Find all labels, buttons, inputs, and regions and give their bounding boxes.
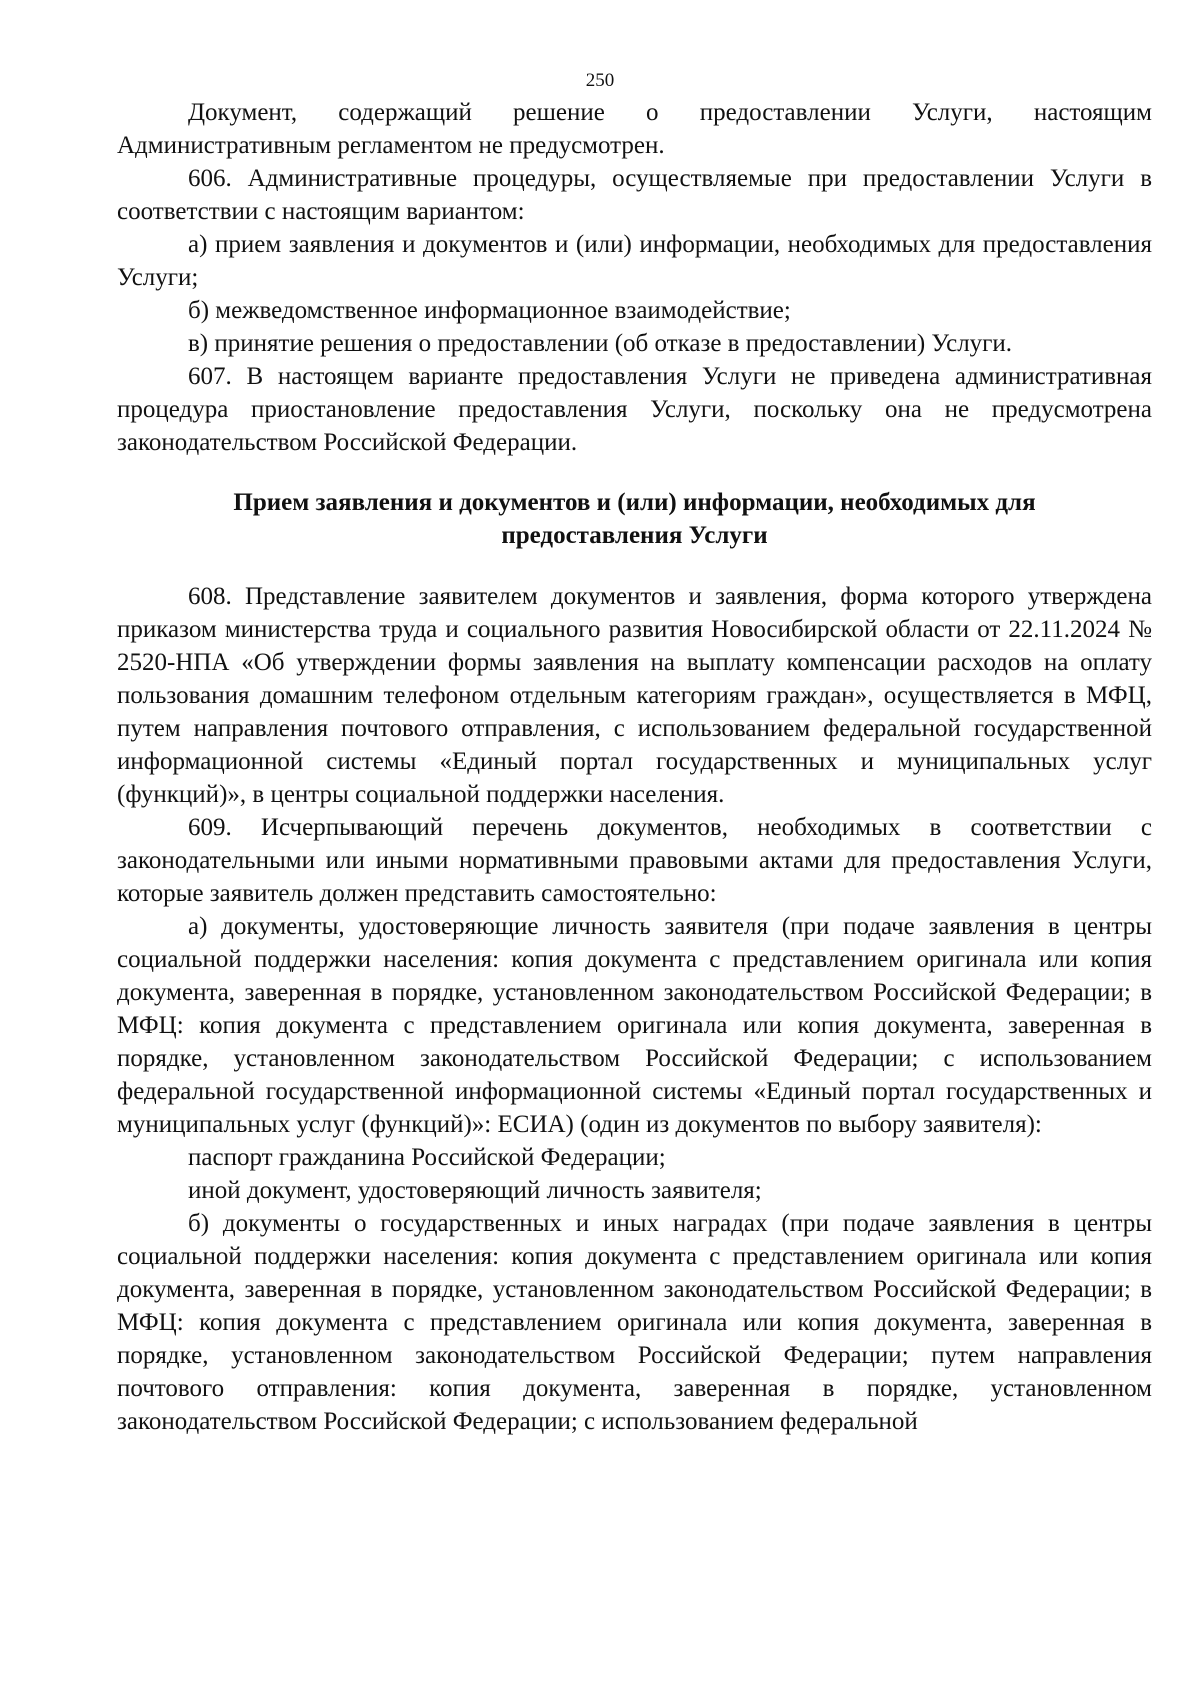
paragraph-607: 607. В настоящем варианте предоставления Услуги не приведена административная процедура приостановление предоставления Услуги, поскольку она не предусмотрена законодательством Российской Федерации. — [117, 363, 1152, 456]
paragraph-608: 608. Представление заявителем документов и заявления, форма которого утверждена приказом министерства труда и социального развития Новосибирской области от 22.11.2024 № 2520-НПА «Об утверждении формы заявления на выплату компенсации расходов на оплату пользования домашним телефоном отдельным категориям граждан», осуществляется в МФЦ, путем направления почтового отправления, с использованием федеральной государственной информационной системы «Единый портал государственных и муниципальных услуг (функций)», в центры социальной поддержки населения. — [117, 583, 1152, 808]
list-item-other-id: иной документ, удостоверяющий личность заявителя; — [188, 1177, 762, 1204]
document-body — [117, 96, 1152, 1438]
paragraph-606: 606. Административные процедуры, осуществляемые при предоставлении Услуги в соответствии с настоящим вариантом: — [117, 165, 1152, 225]
paragraph-606-b: б) межведомственное информационное взаимодействие; — [188, 297, 791, 324]
paragraph-609-a: а) документы, удостоверяющие личность заявителя (при подаче заявления в центры социальной поддержки населения: копия документа с представлением оригинала или копия документа, заверенная в порядке, установленном законодательством Российской Федерации; в МФЦ: копия документа с представлением оригинала или копия документа, заверенная в порядке, установленном законодательством Российской Федерации; с использованием федеральной государственной информационной системы «Единый портал государственных и муниципальных услуг (функций)»: ЕСИА) (один из документов по выбору заявителя): — [117, 913, 1152, 1138]
paragraph-609-b: б) документы о государственных и иных наградах (при подаче заявления в центры социальной поддержки населения: копия документа с представлением оригинала или копия документа, заверенная в порядке, установленном законодательством Российской Федерации; в МФЦ: копия документа с представлением оригинала или копия документа, заверенная в порядке, установленном законодательством Российской Федерации; путем направления почтового отправления: копия документа, заверенная в порядке, установленном законодательством Российской Федерации; с использованием федеральной — [117, 1210, 1152, 1435]
page-number: 250 — [585, 70, 615, 91]
section-heading: Прием заявления и документов и (или) информации, необходимых для предоставления Услуги — [233, 489, 1036, 549]
paragraph-606-v: в) принятие решения о предоставлении (об отказе в предоставлении) Услуги. — [188, 330, 1013, 357]
paragraph-decision-document: Документ, содержащий решение о предоставлении Услуги, настоящим Административным регламентом не предусмотрен. — [117, 99, 1152, 159]
list-item-passport: паспорт гражданина Российской Федерации; — [188, 1144, 666, 1171]
paragraph-609: 609. Исчерпывающий перечень документов, необходимых в соответствии с законодательными или иными нормативными правовыми актами для предоставления Услуги, которые заявитель должен представить самостоятельно: — [117, 814, 1152, 907]
paragraph-606-a: а) прием заявления и документов и (или) информации, необходимых для предоставления Услуги; — [117, 231, 1152, 291]
